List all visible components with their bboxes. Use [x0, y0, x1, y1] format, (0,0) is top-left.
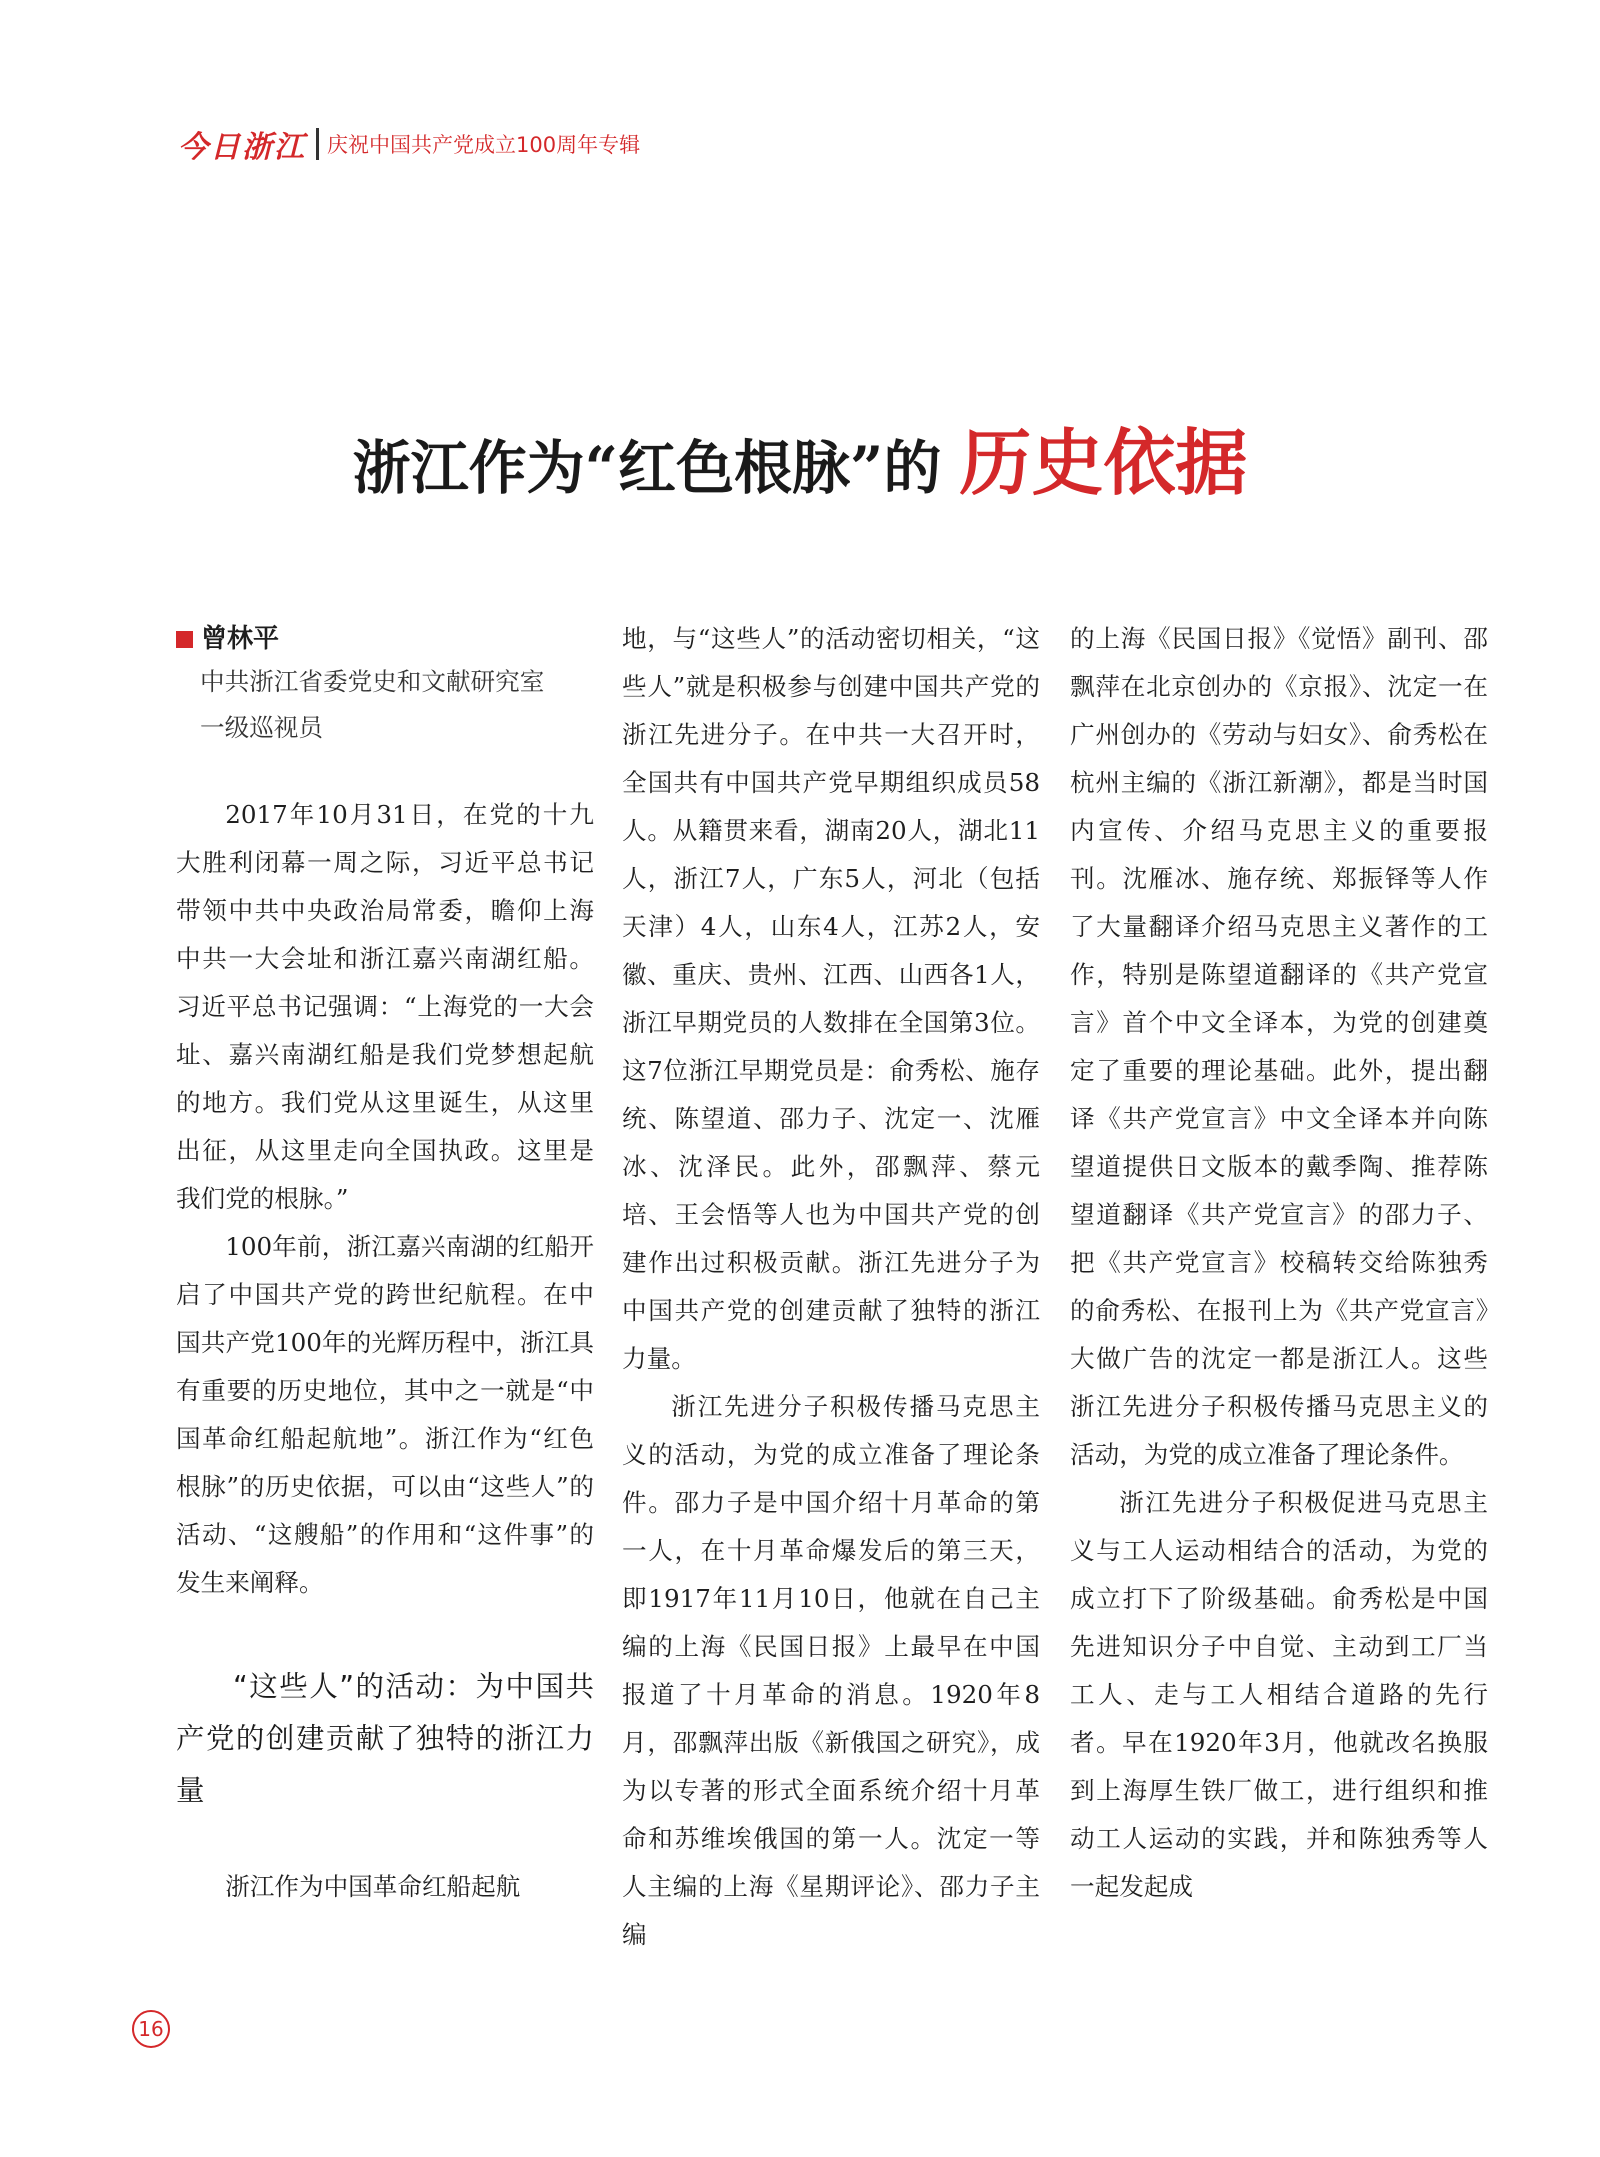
author-name: 曾林平 — [201, 624, 280, 654]
text-column-1 — [176, 615, 594, 1911]
paragraph: 浙江先进分子积极促进马克思主义与工人运动相结合的活动，为党的成立打下了阶级基础。俞秀松是中国先进知识分子中自觉、主动到工厂当工人、走与工人相结合道路的先行者。早在1920年3月，他就改名换服到上海厚生铁厂做工，进行组织和推动工人运动的实践，并和陈独秀等人一起发起成 — [1070, 1488, 1488, 1901]
author-marker-icon — [176, 631, 193, 648]
article-title — [0, 405, 1600, 509]
column-title: 庆祝中国共产党成立100周年专辑 — [327, 133, 641, 157]
magazine-header — [178, 124, 640, 164]
page-number: 16 — [132, 2010, 170, 2048]
header-divider — [316, 128, 319, 160]
paragraph: 的上海《民国日报》《觉悟》副刊、邵飘萍在北京创办的《京报》、沈定一在广州创办的《劳动与妇女》、俞秀松在杭州主编的《浙江新潮》，都是当时国内宣传、介绍马克思主义的重要报刊。沈雁冰、施存统、郑振铎等人作了大量翻译介绍马克思主义著作的工作，特别是陈望道翻译的《共产党宣言》首个中文全译本，为党的创建奠定了重要的理论基础。此外，提出翻译《共产党宣言》中文全译本并向陈望道提供日文版本的戴季陶、推荐陈望道翻译《共产党宣言》的邵力子、把《共产党宣言》校稿转交给陈独秀的俞秀松、在报刊上为《共产党宣言》大做广告的沈定一都是浙江人。这些浙江先进分子积极传播马克思主义的活动，为党的成立准备了理论条件。 — [1070, 624, 1488, 1469]
article-title-highlight: 历史依据 — [959, 421, 1248, 505]
affiliation-line-1: 中共浙江省委党史和文献研究室 — [200, 667, 545, 696]
author-line — [176, 619, 594, 659]
text-column-2 — [622, 615, 1040, 1959]
paragraph: 100年前，浙江嘉兴南湖的红船开启了中国共产党的跨世纪航程。在中国共产党100年的光辉历程中，浙江具有重要的历史地位，其中之一就是“中国革命红船起航地”。浙江作为“红色根脉”的历史依据，可以由“这些人”的活动、“这艘船”的作用和“这件事”的发生来阐释。 — [176, 1232, 594, 1597]
affiliation-line-2: 一级巡视员 — [200, 713, 323, 742]
article-title-main: 浙江作为“红色根脉”的 — [352, 434, 942, 502]
paragraph: 地，与“这些人”的活动密切相关，“这些人”就是积极参与创建中国共产党的浙江先进分子。在中共一大召开时，全国共有中国共产党早期组织成员58人。从籍贯来看，湖南20人，湖北11人，浙江7人，广东5人，河北（包括天津）4人，山东4人，江苏2人，安徽、重庆、贵州、江西、山西各1人，浙江早期党员的人数排在全国第3位。这7位浙江早期党员是：俞秀松、施存统、陈望道、邵力子、沈定一、沈雁冰、沈泽民。此外，邵飘萍、蔡元培、王会悟等人也为中国共产党的创建作出过积极贡献。浙江先进分子为中国共产党的创建贡献了独特的浙江力量。 — [622, 624, 1040, 1373]
section-heading: “这些人”的活动：为中国共产党的创建贡献了独特的浙江力量 — [176, 1670, 594, 1807]
paragraph: 2017年10月31日，在党的十九大胜利闭幕一周之际，习近平总书记带领中共中央政治局常委，瞻仰上海中共一大会址和浙江嘉兴南湖红船。习近平总书记强调：“上海党的一大会址、嘉兴南湖红船是我们党梦想起航的地方。我们党从这里诞生，从这里出征，从这里走向全国执政。这里是我们党的根脉。” — [176, 800, 594, 1213]
magazine-logo: 今日浙江 — [178, 130, 306, 165]
paragraph: 浙江先进分子积极传播马克思主义的活动，为党的成立准备了理论条件。邵力子是中国介绍十月革命的第一人，在十月革命爆发后的第三天，即1917年11月10日，他就在自己主编的上海《民国日报》上最早在中国报道了十月革命的消息。1920年8月，邵飘萍出版《新俄国之研究》，成为以专著的形式全面系统介绍十月革命和苏维埃俄国的第一人。沈定一等人主编的上海《星期评论》、邵力子主编 — [622, 1392, 1040, 1949]
paragraph: 浙江作为中国革命红船起航 — [225, 1872, 521, 1901]
author-affiliation — [176, 659, 594, 751]
text-column-3 — [1070, 615, 1488, 1911]
